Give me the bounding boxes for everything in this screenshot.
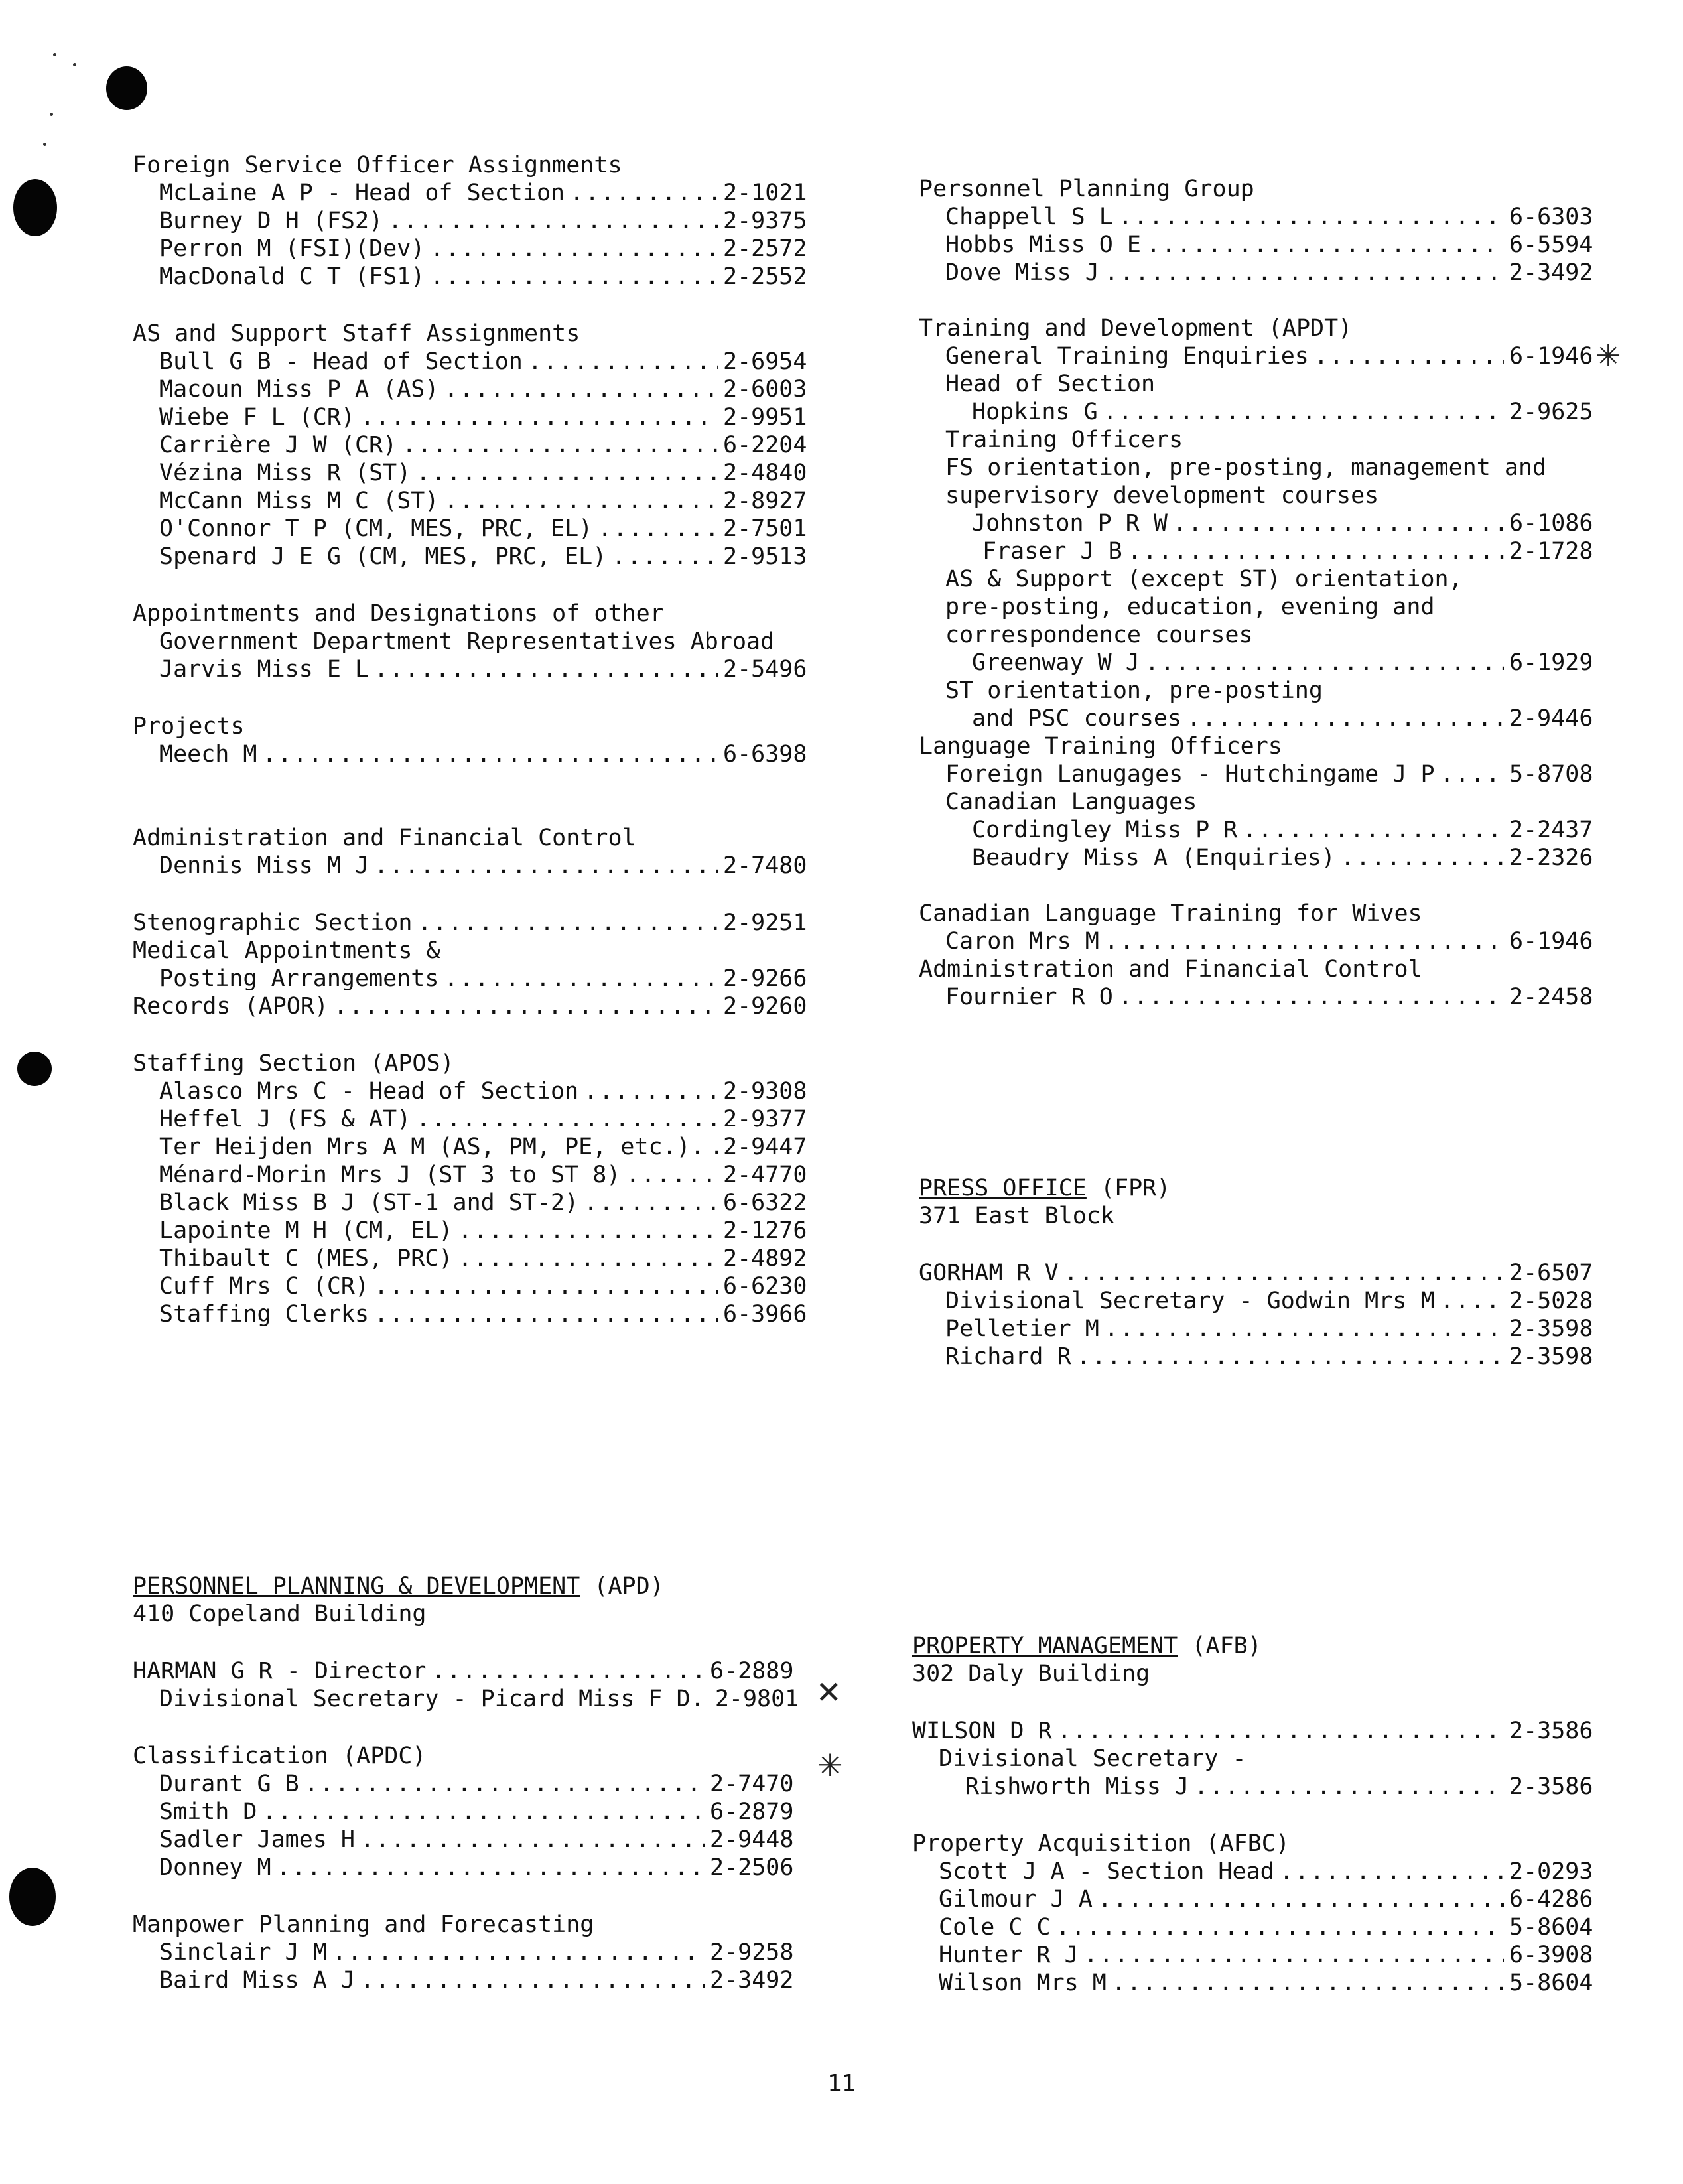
- directory-entry: Hobbs Miss O E ..... 6-5594: [919, 231, 1609, 259]
- subsection-title: Canadian Languages: [945, 789, 1197, 815]
- directory-entry: Wilson Mrs M ..... 5-8604: [912, 1969, 1609, 1997]
- directory-entry: Scott J A - Section Head ..... 2-0293: [912, 1858, 1609, 1885]
- directory-entry: Johnston P R W ..... 6-1086: [919, 510, 1609, 537]
- directory-entry: Donney M ..... 2-2506: [133, 1854, 809, 1881]
- apd-block: [133, 1572, 809, 1994]
- directory-entry: Carrière J W (CR) ..... 6-2204: [133, 431, 823, 459]
- directory-entry: Burney D H (FS2) ..... 2-9375: [133, 207, 823, 235]
- description-text: supervisory development courses: [945, 482, 1379, 509]
- directory-entry: Heffel J (FS & AT) ..... 2-9377: [133, 1105, 823, 1133]
- section-title: Classification (APDC): [133, 1743, 427, 1769]
- directory-entry: Thibault C (MES, PRC) ..... 2-4892: [133, 1245, 823, 1272]
- directory-entry: Fournier R O ..... 2-2458: [919, 983, 1609, 1011]
- description-text: ST orientation, pre-posting: [945, 677, 1323, 704]
- directory-entry: Perron M (FSI)(Dev) ..... 2-2572: [133, 235, 823, 263]
- section-title: Administration and Financial Control: [133, 825, 636, 851]
- ppg-section: [919, 175, 1609, 287]
- description-text: FS orientation, pre-posting, management and: [945, 454, 1547, 481]
- directory-entry: Ménard-Morin Mrs J (ST 3 to ST 8) ..... 2-4770: [133, 1161, 823, 1189]
- directory-entry: Lapointe M H (CM, EL) ..... 2-1276: [133, 1217, 823, 1245]
- appointments-section: [133, 600, 823, 683]
- punch-hole-lower: [9, 1868, 56, 1926]
- speck: [53, 53, 56, 56]
- directory-entry: Fraser J B ..... 2-1728: [919, 537, 1609, 565]
- directory-entry: O'Connor T P (CM, MES, PRC, EL) ..... 2-7501: [133, 515, 823, 543]
- directory-entry: Hunter R J ..... 6-3908: [912, 1941, 1609, 1969]
- training-section: [919, 314, 1609, 872]
- directory-entry: Bull G B - Head of Section ..... 2-6954: [133, 348, 823, 375]
- directory-entry: Macoun Miss P A (AS) ..... 2-6003: [133, 375, 823, 403]
- directory-entry: Richard R ..... 2-3598: [919, 1343, 1609, 1371]
- directory-entry: GORHAM R V ..... 2-6507: [919, 1259, 1609, 1287]
- directory-entry: Caron Mrs M ..... 6-1946: [919, 927, 1609, 955]
- right-column: [919, 175, 1609, 1011]
- directory-entry: Black Miss B J (ST-1 and ST-2) ..... 6-6322: [133, 1189, 823, 1217]
- section-title: Medical Appointments &: [133, 937, 440, 964]
- directory-entry: and PSC courses ..... 2-9446: [919, 705, 1609, 732]
- section-title: Appointments and Designations of other: [133, 600, 664, 627]
- division-address: 302 Daly Building: [912, 1661, 1150, 1687]
- speck: [50, 113, 53, 116]
- handwritten-asterisk-mark: ✳: [1595, 338, 1621, 374]
- directory-entry: Cole C C ..... 5-8604: [912, 1913, 1609, 1941]
- directory-entry: Cuff Mrs C (CR) ..... 6-6230: [133, 1272, 823, 1300]
- directory-entry: Sinclair J M ..... 2-9258: [133, 1939, 809, 1966]
- directory-entry: Gilmour J A ..... 6-4286: [912, 1885, 1609, 1913]
- section-title: Personnel Planning Group: [919, 176, 1254, 202]
- directory-entry: McLaine A P - Head of Section ..... 2-1021: [133, 179, 823, 207]
- directory-entry: General Training Enquiries ..... 6-1946: [919, 342, 1609, 370]
- description-text: correspondence courses: [945, 622, 1253, 648]
- directory-entry: Durant G B ..... 2-7470: [133, 1770, 809, 1798]
- directory-entry: Dove Miss J ..... 2-3492: [919, 259, 1609, 287]
- directory-entry: Posting Arrangements ..... 2-9266: [133, 965, 823, 992]
- speck: [73, 63, 76, 66]
- subsection-title: Training Officers: [945, 427, 1183, 453]
- projects-section: [133, 713, 823, 768]
- description-text: pre-posting, education, evening and: [945, 594, 1435, 620]
- fso-section: [133, 151, 823, 291]
- division-heading: PERSONNEL PLANNING & DEVELOPMENT (APD): [133, 1573, 664, 1600]
- page-number: 11: [827, 2070, 856, 2097]
- press-office-block: [919, 1174, 1609, 1371]
- directory-entry: Beaudry Miss A (Enquiries) ..... 2-2326: [919, 844, 1609, 872]
- directory-entry: Pelletier M ..... 2-3598: [919, 1315, 1609, 1343]
- section-title: Foreign Service Officer Assignments: [133, 152, 622, 178]
- left-column: [133, 151, 823, 1328]
- directory-entry: Records (APOR) ..... 2-9260: [133, 992, 823, 1020]
- punch-hole-middle: [17, 1052, 52, 1086]
- subsection-title: Head of Section: [945, 371, 1156, 397]
- directory-entry: Spenard J E G (CM, MES, PRC, EL) ..... 2-9513: [133, 543, 823, 571]
- division-address: 371 East Block: [919, 1203, 1115, 1229]
- wives-section: [919, 900, 1609, 1011]
- punch-hole-top: [106, 66, 147, 110]
- directory-entry: Chappell S L ..... 6-6303: [919, 203, 1609, 231]
- directory-entry: Smith D ..... 6-2879: [133, 1798, 809, 1826]
- section-title: Staffing Section (APOS): [133, 1050, 454, 1077]
- section-title: Projects: [133, 713, 245, 740]
- directory-entry: Cordingley Miss P R ..... 2-2437: [919, 816, 1609, 844]
- directory-entry: Divisional Secretary - Godwin Mrs M ..... 2-5028: [919, 1287, 1609, 1315]
- directory-entry: Baird Miss A J ..... 2-3492: [133, 1966, 809, 1994]
- misc-section: [133, 909, 823, 1020]
- directory-entry: Meech M ..... 6-6398: [133, 740, 823, 768]
- description-text: AS & Support (except ST) orientation,: [945, 566, 1463, 592]
- directory-entry: WILSON D R ..... 2-3586: [912, 1717, 1609, 1745]
- as-support-section: [133, 320, 823, 571]
- section-title: Canadian Language Training for Wives: [919, 900, 1422, 927]
- handwritten-check-mark: ✕: [816, 1674, 842, 1710]
- directory-entry: Vézina Miss R (ST) ..... 2-4840: [133, 459, 823, 487]
- directory-entry: Wiebe F L (CR) ..... 2-9951: [133, 403, 823, 431]
- directory-entry: Foreign Lanugages - Hutchingame J P ..... 5-8708: [919, 760, 1609, 788]
- directory-entry: Stenographic Section ..... 2-9251: [133, 909, 823, 937]
- directory-entry: MacDonald C T (FS1) ..... 2-2552: [133, 263, 823, 291]
- admin-section: [133, 824, 823, 880]
- directory-entry: Divisional Secretary - Picard Miss F D. 2-9801: [159, 1686, 799, 1712]
- speck: [43, 143, 46, 146]
- directory-entry: Ter Heijden Mrs A M (AS, PM, PE, etc.). ..... 2-9447: [133, 1133, 823, 1161]
- division-heading: PROPERTY MANAGEMENT (AFB): [912, 1633, 1262, 1659]
- directory-entry: Sadler James H ..... 2-9448: [133, 1826, 809, 1854]
- section-title: Property Acquisition (AFBC): [912, 1830, 1290, 1857]
- directory-entry: McCann Miss M C (ST) ..... 2-8927: [133, 487, 823, 515]
- section-title: Administration and Financial Control: [919, 956, 1422, 983]
- directory-entry: Greenway W J ..... 6-1929: [919, 649, 1609, 677]
- section-title: Manpower Planning and Forecasting: [133, 1911, 594, 1938]
- section-title-continued: Government Department Representatives Abroad: [159, 628, 775, 655]
- directory-entry: Staffing Clerks ..... 6-3966: [133, 1300, 823, 1328]
- section-title: AS and Support Staff Assignments: [133, 320, 580, 347]
- section-title: Training and Development (APDT): [919, 315, 1353, 342]
- punch-hole-upper: [13, 179, 57, 236]
- property-management-block: [912, 1632, 1609, 1997]
- directory-entry: Dennis Miss M J ..... 2-7480: [133, 852, 823, 880]
- directory-entry: Hopkins G ..... 2-9625: [919, 398, 1609, 426]
- division-address: 410 Copeland Building: [133, 1601, 427, 1627]
- staffing-section: [133, 1050, 823, 1328]
- directory-entry: Alasco Mrs C - Head of Section ..... 2-9308: [133, 1077, 823, 1105]
- division-heading: PRESS OFFICE (FPR): [919, 1175, 1171, 1201]
- directory-entry: Rishworth Miss J ..... 2-3586: [912, 1773, 1609, 1801]
- subsection-title: Language Training Officers: [919, 733, 1282, 760]
- directory-entry: Jarvis Miss E L ..... 2-5496: [133, 655, 823, 683]
- subsection-title: Divisional Secretary -: [939, 1745, 1246, 1772]
- handwritten-asterisk-mark: ✳: [817, 1747, 843, 1783]
- directory-entry: HARMAN G R - Director ..... 6-2889: [133, 1657, 809, 1685]
